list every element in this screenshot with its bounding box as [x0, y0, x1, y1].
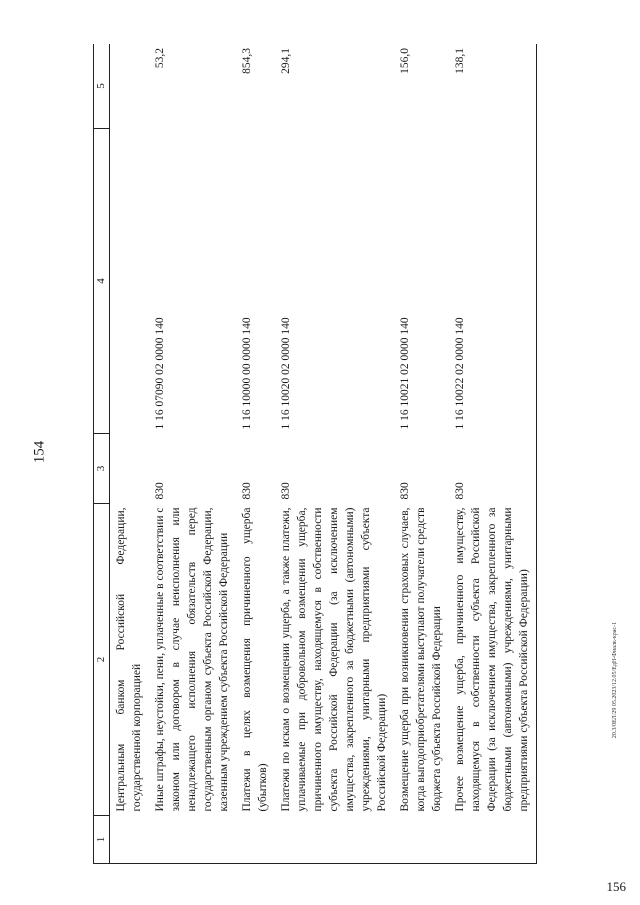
header-col-2: 2	[94, 504, 110, 816]
row-name: Центральным банком Российской Федерации, государственной корпорацией	[115, 507, 143, 812]
row-budget-code: 1 16 10000 00 0000 140	[241, 317, 253, 430]
table-row	[449, 44, 537, 864]
table-row	[149, 44, 236, 864]
table-row	[110, 44, 150, 864]
table-header-row	[94, 44, 110, 864]
row-budget-code: 1 16 07090 02 0000 140	[154, 317, 166, 430]
row-admin-code: 830	[154, 482, 166, 500]
row-amount: 138,1	[449, 44, 537, 129]
table-area	[93, 44, 593, 864]
table-row	[394, 44, 449, 864]
header-col-3: 3	[94, 434, 110, 504]
row-budget-code: 1 16 10022 02 0000 140	[449, 129, 537, 434]
rotated-table-container	[93, 44, 593, 864]
row-admin-code: 830	[449, 434, 537, 504]
row-admin-code: 830	[399, 482, 411, 500]
row-amount	[110, 44, 150, 129]
row-admin-code	[110, 434, 150, 504]
row-admin-code: 830	[280, 482, 292, 500]
page-number-bottom: 156	[606, 879, 626, 894]
row-amount: 156,0	[394, 44, 449, 129]
row-name: Платежи по искам о возмещении ущерба, а также платежи, уплачиваемые при добровольном возмещении ущерба, причиненного имуществу, находящемуся в собственности субъекта Российской Федерации (за исключением имущества, закрепленного за бюджетными (автономными) учреждениями, унитарными предприятиями субъекта Российской Федерации)	[280, 507, 388, 812]
row-amount: 53,2	[149, 44, 236, 129]
table-row	[275, 44, 394, 864]
row-budget-code: 1 16 10021 02 0000 140	[399, 317, 411, 430]
header-col-1: 1	[94, 816, 110, 864]
page-number-top: 154	[31, 440, 48, 464]
row-amount: 854,3	[236, 44, 275, 129]
budget-table	[93, 44, 537, 864]
row-amount: 294,1	[275, 44, 394, 129]
row-name: Платежи в целях возмещения причиненного ущерба (убытков)	[241, 507, 269, 812]
row-budget-code	[110, 129, 150, 434]
row-name: Иные штрафы, неустойки, пени, уплаченные в соответствии с законом или договором в случае неисполнения или ненадлежащего исполнения обязательств перед государственным органом субъекта Российской Федерации, казенным учреждением субъекта Российской Федерации	[154, 507, 230, 812]
row-budget-code: 1 16 10020 02 0000 140	[280, 317, 292, 430]
row-name: Возмещение ущерба при возникновении страховых случаев, когда выгодоприобретателями выступают получатели средств бюджета субъекта Российской Федерации	[399, 507, 443, 812]
row-admin-code: 830	[241, 482, 253, 500]
document-code: 20.3/0ЕЛ/29 05.2023/12.05/ЕдH-Фиалк-крас-1	[612, 621, 618, 739]
table-row	[236, 44, 275, 864]
row-name: Прочее возмещение ущерба, причиненного имуществу, находящемуся в собственности субъекта Российской Федерации (за исключением имущества, закрепленного за бюджетными (автономными) учреждениями, унитарными предприятиями субъекта Российской Федерации)	[449, 504, 537, 816]
header-col-4: 4	[94, 129, 110, 434]
header-col-5: 5	[94, 44, 110, 129]
